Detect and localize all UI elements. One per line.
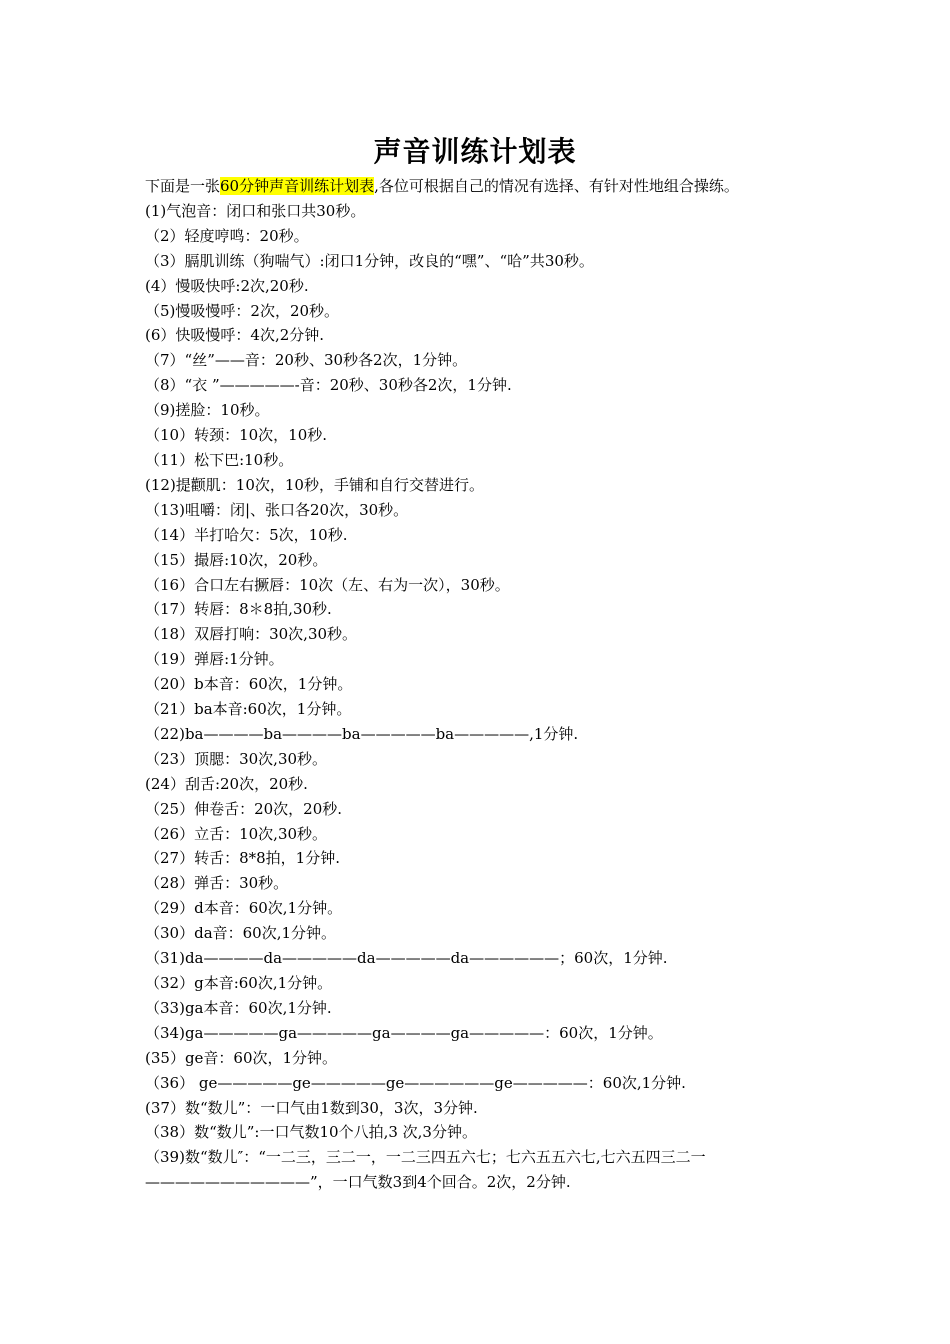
training-item: （8）“衣 ”—————-音：20秒、30秒各2次，1分钟. [145, 376, 512, 395]
training-item: （2）轻度哼鸣：20秒。 [145, 226, 309, 245]
training-item: （36） ge—————ge—————ge——————ge—————：60次,1分钟. [145, 1073, 686, 1092]
training-item: （18）双唇打响：30次,30秒。 [145, 625, 358, 644]
training-item: （13)咀嚼：闭|、张口各20次，30秒。 [145, 500, 409, 519]
training-item: （32）g本音:60次,1分钟。 [145, 974, 333, 992]
training-item: （15）撮唇:10次，20秒。 [145, 550, 328, 569]
training-item: （3）膈肌训练（狗喘气）:闭口1分钟，改良的“嘿”、“哈”共30秒。 [145, 251, 594, 270]
training-item-39: （39)数“数儿″：“一二三，三二一，一二三四五六七；七六五五六七,七六五四三二一———————————”，一口气数3到4个回合。2次，2分钟. [145, 1148, 706, 1192]
intro-paragraph [145, 174, 810, 199]
intro-suffix: ,各位可根据自己的情况有选择、有针对性地组合操练。 [374, 177, 739, 195]
intro-highlight: 60分钟声音训练计划表 [220, 177, 375, 195]
training-item: （27）转舌：8*8拍，1分钟. [145, 849, 340, 868]
training-item: (12)提颧肌：10次，10秒，手铺和自行交替进行。 [145, 475, 484, 494]
document-body [145, 174, 810, 1195]
training-item: （20）b本音：60次，1分钟。 [145, 675, 353, 694]
training-item: （29）d本音：60次,1分钟。 [145, 899, 343, 918]
training-item: （25）伸卷舌：20次，20秒. [145, 799, 343, 818]
training-item: (24）刮舌:20次，20秒. [145, 774, 308, 793]
training-item: （38）数“数儿”:一口气数10个八拍,3 次,3分钟。 [145, 1123, 477, 1142]
training-item: （22)ba————ba————ba—————ba—————,1分钟. [145, 724, 579, 743]
training-item: (1)气泡音：闭口和张口共30秒。 [145, 201, 366, 220]
training-item: （28）弹舌：30秒。 [145, 874, 289, 893]
document-title: 声音训练计划表 [373, 135, 577, 168]
training-item: （34)ga—————ga—————ga————ga—————：60次，1分钟。 [145, 1023, 663, 1042]
training-item: （7）“丝”——音：20秒、30秒各2次，1分钟。 [145, 351, 468, 370]
training-item: （33)ga本音：60次,1分钟. [145, 998, 332, 1017]
training-item: (35）ge音：60次，1分钟。 [145, 1048, 338, 1067]
training-item: （10）转颈：10次，10秒. [145, 426, 328, 445]
training-item: （26）立舌：10次,30秒。 [145, 824, 328, 843]
training-item: （14）半打哈欠：5次，10秒. [145, 525, 348, 544]
training-item: （19）弹唇:1分钟。 [145, 650, 284, 669]
training-item: （9)搓脸：10秒。 [145, 401, 270, 420]
training-item: （31)da————da—————da—————da——————；60次，1分钟. [145, 949, 668, 968]
intro-prefix: 下面是一张 [145, 177, 221, 195]
training-item: （16）合口左右撅唇：10次（左、右为一次），30秒。 [145, 575, 510, 594]
training-item: （30）da音：60次,1分钟。 [145, 924, 337, 943]
training-item: （5)慢吸慢呼：2次，20秒。 [145, 301, 340, 320]
training-item: (6）快吸慢呼：4次,2分钟. [145, 326, 325, 345]
training-item: (4）慢吸快呼:2次,20秒. [145, 276, 309, 295]
training-item: （21）ba本音:60次，1分钟。 [145, 700, 352, 719]
training-item: （23）顶腮：30次,30秒。 [145, 749, 328, 768]
training-item-list [145, 199, 810, 1145]
training-item: （11）松下巴:10秒。 [145, 450, 294, 469]
training-item: (37）数“数儿”：一口气由1数到30，3次，3分钟. [145, 1098, 478, 1117]
training-item: （17）转唇：8＊8拍,30秒. [145, 600, 332, 619]
